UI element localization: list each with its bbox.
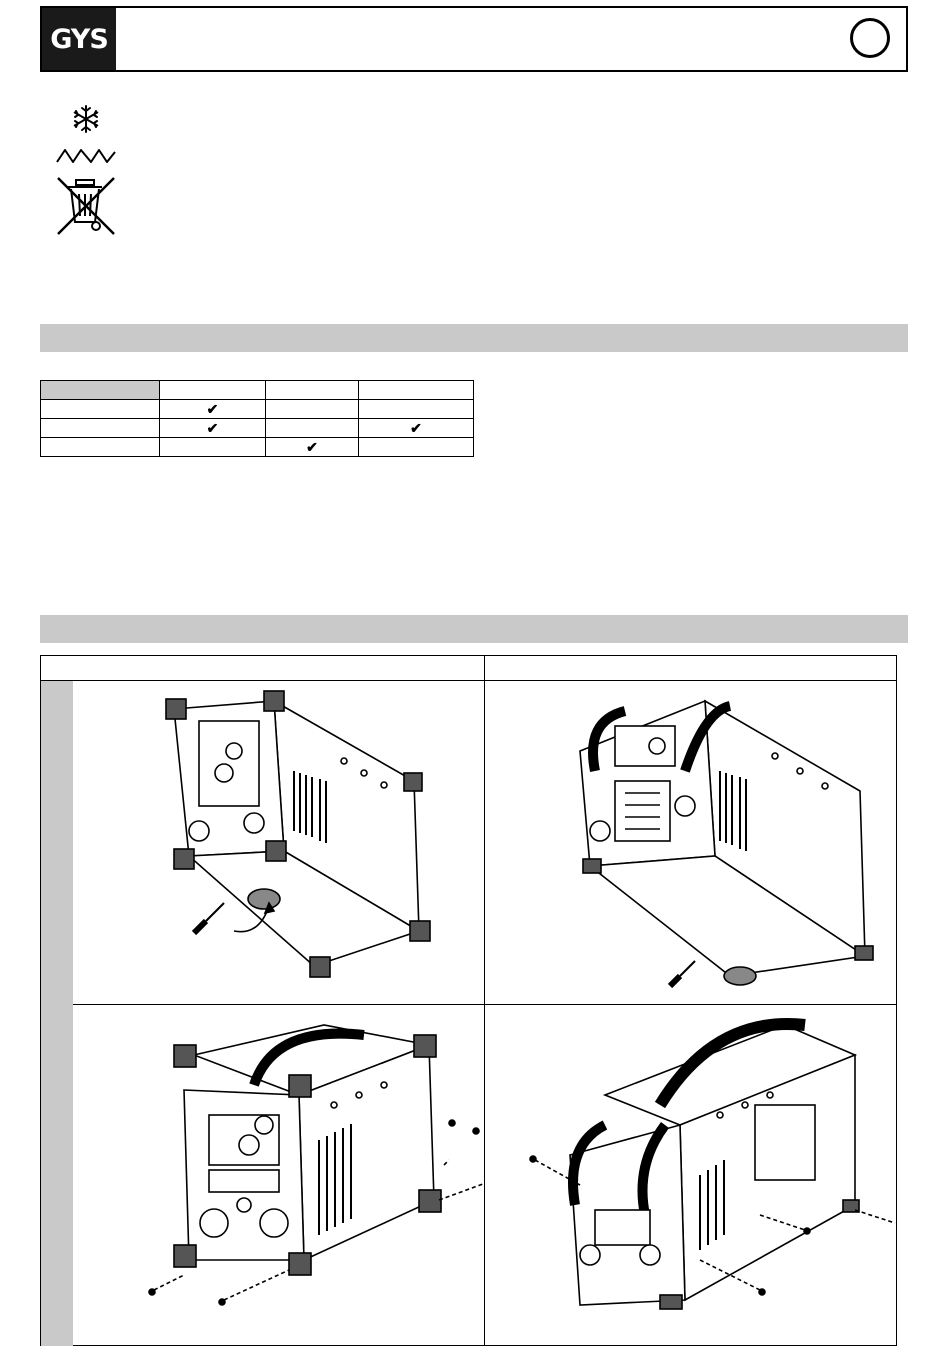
table-header-cell — [359, 381, 474, 400]
brand-text: GYS — [50, 23, 108, 55]
table-header-cell — [160, 381, 266, 400]
figure-fix-screws-a — [74, 1005, 484, 1346]
check-cell — [359, 419, 474, 438]
page-header — [40, 6, 908, 72]
figure-open-bottom-panel-b — [485, 681, 897, 1004]
section-bar-installation — [40, 615, 908, 643]
check-cell — [266, 400, 359, 419]
check-cell — [266, 438, 359, 457]
check-cell — [160, 419, 266, 438]
section-bar-compatibility — [40, 324, 908, 352]
table-header-row — [41, 381, 474, 400]
figure-fix-screws-b — [485, 1005, 897, 1346]
checkmark-icon: ✔ — [206, 419, 219, 436]
water-waves-icon — [54, 144, 118, 166]
checkmark-icon: ✔ — [306, 438, 318, 455]
compatibility-table — [40, 380, 474, 457]
table-row — [41, 400, 474, 419]
row-label — [41, 400, 160, 419]
snowflake-icon — [54, 104, 118, 134]
table-row — [41, 438, 474, 457]
check-cell — [359, 438, 474, 457]
row-label — [41, 419, 160, 438]
check-cell — [359, 400, 474, 419]
installation-figure-grid — [40, 655, 897, 1346]
language-badge — [850, 18, 890, 58]
crossed-bin-icon — [54, 176, 118, 238]
row-label — [41, 438, 160, 457]
table-header-cell — [266, 381, 359, 400]
figure-open-bottom-panel-a — [74, 681, 484, 1004]
table-header-cell — [41, 381, 160, 400]
check-cell — [266, 419, 359, 438]
gys-logo — [42, 8, 116, 70]
check-cell — [160, 400, 266, 419]
row-label-strip — [41, 681, 73, 1346]
table-row — [41, 419, 474, 438]
checkmark-icon: ✔ — [206, 400, 219, 417]
check-cell — [160, 438, 266, 457]
checkmark-icon: ✔ — [410, 419, 422, 436]
